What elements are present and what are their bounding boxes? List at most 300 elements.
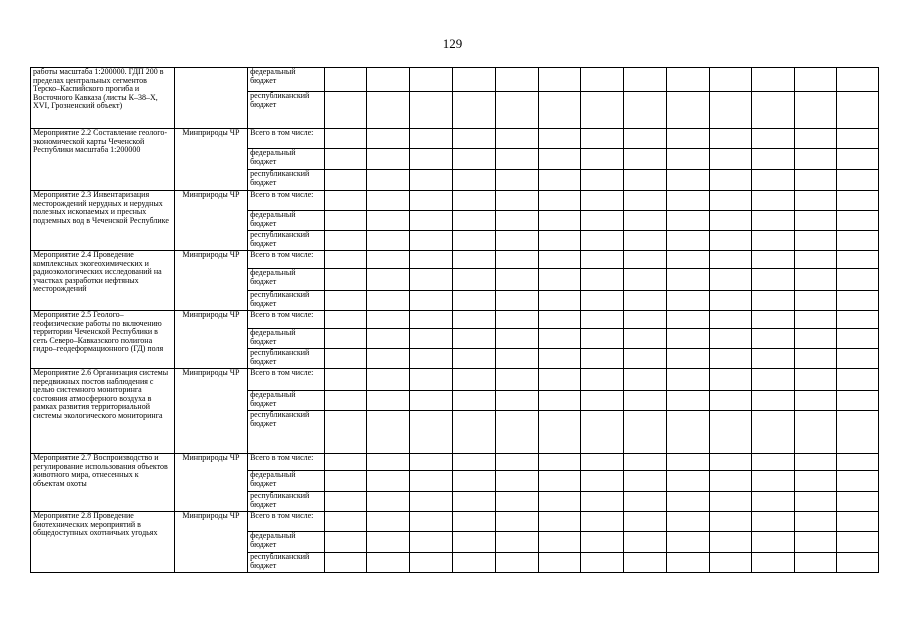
amount-cell bbox=[666, 411, 709, 454]
amount-cell bbox=[837, 191, 879, 211]
amount-cell bbox=[752, 170, 795, 191]
responsible-executor bbox=[174, 68, 247, 129]
amount-cell bbox=[495, 149, 538, 170]
amount-cell bbox=[324, 553, 367, 573]
amount-cell bbox=[538, 170, 581, 191]
amount-cell bbox=[452, 454, 495, 471]
measure-name: Мероприятие 2.7 Воспроизводство и регулирование использования объектов животного мира, отнесенных к объектам охоты bbox=[31, 454, 175, 512]
amount-cell bbox=[709, 349, 752, 369]
amount-cell bbox=[410, 211, 453, 231]
amount-cell bbox=[410, 311, 453, 329]
amount-cell bbox=[666, 191, 709, 211]
amount-cell bbox=[538, 454, 581, 471]
funding-source: федеральный бюджет bbox=[248, 329, 324, 349]
amount-cell bbox=[452, 191, 495, 211]
amount-cell bbox=[538, 349, 581, 369]
amount-cell bbox=[752, 269, 795, 291]
amount-cell bbox=[495, 191, 538, 211]
amount-cell bbox=[837, 492, 879, 512]
responsible-executor: Минприроды ЧР bbox=[174, 129, 247, 191]
amount-cell bbox=[666, 329, 709, 349]
amount-cell bbox=[752, 149, 795, 170]
measure-name: Мероприятие 2.2 Составление геолого-экономической карты Чеченской Республики масштаба 1:200000 bbox=[31, 129, 175, 191]
amount-cell bbox=[795, 454, 837, 471]
amount-cell bbox=[452, 92, 495, 129]
amount-cell bbox=[324, 311, 367, 329]
amount-cell bbox=[709, 471, 752, 492]
amount-cell bbox=[666, 553, 709, 573]
amount-cell bbox=[624, 291, 667, 311]
amount-cell bbox=[752, 191, 795, 211]
amount-cell bbox=[795, 211, 837, 231]
amount-cell bbox=[495, 329, 538, 349]
amount-cell bbox=[837, 532, 879, 553]
amount-cell bbox=[324, 251, 367, 269]
amount-cell bbox=[795, 512, 837, 532]
amount-cell bbox=[837, 329, 879, 349]
amount-cell bbox=[837, 211, 879, 231]
amount-cell bbox=[752, 411, 795, 454]
amount-cell bbox=[367, 512, 410, 532]
amount-cell bbox=[624, 129, 667, 149]
amount-cell bbox=[452, 211, 495, 231]
amount-cell bbox=[367, 68, 410, 92]
amount-cell bbox=[452, 492, 495, 512]
measure-name: работы масштаба 1:200000. ГДП 200 в пределах центральных сегментов Терско–Каспийского прогиба и Восточного Кавказа (листы К–38–Х, XVI, Грозненский объект) bbox=[31, 68, 175, 129]
funding-source: Всего в том числе: bbox=[248, 454, 324, 471]
amount-cell bbox=[410, 251, 453, 269]
table-row bbox=[31, 311, 879, 329]
amount-cell bbox=[837, 269, 879, 291]
amount-cell bbox=[795, 553, 837, 573]
amount-cell bbox=[495, 129, 538, 149]
amount-cell bbox=[324, 92, 367, 129]
amount-cell bbox=[709, 492, 752, 512]
funding-source: Всего в том числе: bbox=[248, 369, 324, 391]
amount-cell bbox=[324, 68, 367, 92]
amount-cell bbox=[410, 149, 453, 170]
amount-cell bbox=[452, 68, 495, 92]
amount-cell bbox=[367, 129, 410, 149]
measure-name: Мероприятие 2.3 Инвентаризация месторождений нерудных и нерудных полезных ископаемых и пресных подземных вод в Чеченской Республике bbox=[31, 191, 175, 251]
funding-source: республиканский бюджет bbox=[248, 291, 324, 311]
amount-cell bbox=[752, 492, 795, 512]
amount-cell bbox=[410, 129, 453, 149]
amount-cell bbox=[709, 553, 752, 573]
amount-cell bbox=[324, 391, 367, 411]
amount-cell bbox=[837, 349, 879, 369]
funding-table bbox=[30, 67, 879, 573]
amount-cell bbox=[624, 349, 667, 369]
amount-cell bbox=[666, 454, 709, 471]
amount-cell bbox=[624, 369, 667, 391]
amount-cell bbox=[752, 291, 795, 311]
amount-cell bbox=[538, 231, 581, 251]
amount-cell bbox=[666, 369, 709, 391]
amount-cell bbox=[624, 231, 667, 251]
amount-cell bbox=[367, 311, 410, 329]
amount-cell bbox=[538, 471, 581, 492]
amount-cell bbox=[837, 411, 879, 454]
amount-cell bbox=[324, 329, 367, 349]
amount-cell bbox=[795, 391, 837, 411]
amount-cell bbox=[324, 454, 367, 471]
amount-cell bbox=[324, 349, 367, 369]
amount-cell bbox=[752, 391, 795, 411]
amount-cell bbox=[837, 129, 879, 149]
amount-cell bbox=[709, 532, 752, 553]
amount-cell bbox=[538, 311, 581, 329]
amount-cell bbox=[624, 269, 667, 291]
amount-cell bbox=[367, 251, 410, 269]
amount-cell bbox=[666, 92, 709, 129]
amount-cell bbox=[581, 512, 624, 532]
amount-cell bbox=[709, 512, 752, 532]
amount-cell bbox=[837, 471, 879, 492]
amount-cell bbox=[666, 391, 709, 411]
amount-cell bbox=[538, 291, 581, 311]
amount-cell bbox=[495, 231, 538, 251]
amount-cell bbox=[452, 170, 495, 191]
amount-cell bbox=[795, 92, 837, 129]
amount-cell bbox=[752, 329, 795, 349]
amount-cell bbox=[581, 211, 624, 231]
amount-cell bbox=[324, 149, 367, 170]
amount-cell bbox=[581, 269, 624, 291]
amount-cell bbox=[538, 149, 581, 170]
amount-cell bbox=[795, 329, 837, 349]
amount-cell bbox=[324, 170, 367, 191]
amount-cell bbox=[581, 454, 624, 471]
funding-source: федеральный бюджет bbox=[248, 532, 324, 553]
amount-cell bbox=[837, 391, 879, 411]
amount-cell bbox=[410, 512, 453, 532]
amount-cell bbox=[795, 471, 837, 492]
amount-cell bbox=[410, 269, 453, 291]
funding-source: федеральный бюджет bbox=[248, 68, 324, 92]
amount-cell bbox=[709, 391, 752, 411]
amount-cell bbox=[752, 369, 795, 391]
amount-cell bbox=[837, 251, 879, 269]
amount-cell bbox=[581, 68, 624, 92]
amount-cell bbox=[495, 553, 538, 573]
funding-source: Всего в том числе: bbox=[248, 251, 324, 269]
amount-cell bbox=[666, 311, 709, 329]
amount-cell bbox=[324, 492, 367, 512]
amount-cell bbox=[752, 311, 795, 329]
amount-cell bbox=[452, 532, 495, 553]
amount-cell bbox=[581, 92, 624, 129]
funding-source: Всего в том числе: bbox=[248, 129, 324, 149]
responsible-executor: Минприроды ЧР bbox=[174, 311, 247, 369]
amount-cell bbox=[795, 129, 837, 149]
amount-cell bbox=[581, 170, 624, 191]
amount-cell bbox=[410, 532, 453, 553]
amount-cell bbox=[410, 329, 453, 349]
amount-cell bbox=[410, 291, 453, 311]
amount-cell bbox=[581, 191, 624, 211]
amount-cell bbox=[581, 411, 624, 454]
measure-name: Мероприятие 2.5 Геолого–геофизические работы по включению территории Чеченской Республики в сеть Северо–Кавказского полигона гидро–геодеформационного (ГД) поля bbox=[31, 311, 175, 369]
amount-cell bbox=[709, 149, 752, 170]
amount-cell bbox=[581, 251, 624, 269]
amount-cell bbox=[709, 329, 752, 349]
responsible-executor: Минприроды ЧР bbox=[174, 454, 247, 512]
amount-cell bbox=[495, 512, 538, 532]
responsible-executor: Минприроды ЧР bbox=[174, 251, 247, 311]
amount-cell bbox=[752, 129, 795, 149]
amount-cell bbox=[709, 291, 752, 311]
amount-cell bbox=[538, 411, 581, 454]
amount-cell bbox=[538, 211, 581, 231]
amount-cell bbox=[666, 149, 709, 170]
funding-source: федеральный бюджет bbox=[248, 211, 324, 231]
amount-cell bbox=[452, 329, 495, 349]
funding-source: Всего в том числе: bbox=[248, 191, 324, 211]
amount-cell bbox=[495, 92, 538, 129]
amount-cell bbox=[367, 191, 410, 211]
amount-cell bbox=[624, 92, 667, 129]
table-row bbox=[31, 369, 879, 391]
amount-cell bbox=[495, 492, 538, 512]
amount-cell bbox=[495, 411, 538, 454]
amount-cell bbox=[538, 68, 581, 92]
amount-cell bbox=[495, 349, 538, 369]
amount-cell bbox=[624, 211, 667, 231]
amount-cell bbox=[666, 129, 709, 149]
amount-cell bbox=[410, 492, 453, 512]
amount-cell bbox=[410, 92, 453, 129]
amount-cell bbox=[666, 170, 709, 191]
amount-cell bbox=[837, 454, 879, 471]
table-row bbox=[31, 191, 879, 211]
amount-cell bbox=[410, 369, 453, 391]
amount-cell bbox=[837, 149, 879, 170]
amount-cell bbox=[752, 512, 795, 532]
amount-cell bbox=[452, 149, 495, 170]
amount-cell bbox=[367, 391, 410, 411]
amount-cell bbox=[624, 391, 667, 411]
amount-cell bbox=[452, 129, 495, 149]
amount-cell bbox=[666, 512, 709, 532]
amount-cell bbox=[666, 532, 709, 553]
amount-cell bbox=[324, 471, 367, 492]
funding-source: Всего в том числе: bbox=[248, 512, 324, 532]
amount-cell bbox=[452, 553, 495, 573]
amount-cell bbox=[624, 311, 667, 329]
amount-cell bbox=[495, 454, 538, 471]
amount-cell bbox=[581, 349, 624, 369]
amount-cell bbox=[367, 349, 410, 369]
amount-cell bbox=[624, 251, 667, 269]
amount-cell bbox=[324, 512, 367, 532]
funding-source: федеральный бюджет bbox=[248, 149, 324, 170]
amount-cell bbox=[367, 269, 410, 291]
amount-cell bbox=[452, 349, 495, 369]
funding-source: Всего в том числе: bbox=[248, 311, 324, 329]
amount-cell bbox=[624, 454, 667, 471]
amount-cell bbox=[709, 311, 752, 329]
amount-cell bbox=[581, 231, 624, 251]
amount-cell bbox=[452, 369, 495, 391]
amount-cell bbox=[837, 369, 879, 391]
amount-cell bbox=[367, 149, 410, 170]
amount-cell bbox=[709, 231, 752, 251]
amount-cell bbox=[709, 92, 752, 129]
amount-cell bbox=[581, 391, 624, 411]
amount-cell bbox=[324, 369, 367, 391]
funding-source: федеральный бюджет bbox=[248, 269, 324, 291]
amount-cell bbox=[752, 471, 795, 492]
amount-cell bbox=[624, 471, 667, 492]
amount-cell bbox=[367, 329, 410, 349]
table-row bbox=[31, 512, 879, 532]
amount-cell bbox=[495, 251, 538, 269]
amount-cell bbox=[410, 231, 453, 251]
amount-cell bbox=[837, 553, 879, 573]
amount-cell bbox=[581, 553, 624, 573]
amount-cell bbox=[538, 532, 581, 553]
amount-cell bbox=[452, 411, 495, 454]
amount-cell bbox=[495, 68, 538, 92]
amount-cell bbox=[795, 68, 837, 92]
funding-source: республиканский бюджет bbox=[248, 492, 324, 512]
amount-cell bbox=[538, 492, 581, 512]
amount-cell bbox=[324, 129, 367, 149]
amount-cell bbox=[624, 553, 667, 573]
amount-cell bbox=[624, 149, 667, 170]
amount-cell bbox=[837, 231, 879, 251]
amount-cell bbox=[410, 391, 453, 411]
funding-source: республиканский бюджет bbox=[248, 170, 324, 191]
amount-cell bbox=[666, 231, 709, 251]
amount-cell bbox=[581, 492, 624, 512]
amount-cell bbox=[410, 411, 453, 454]
amount-cell bbox=[324, 269, 367, 291]
amount-cell bbox=[367, 291, 410, 311]
amount-cell bbox=[538, 369, 581, 391]
funding-source: республиканский бюджет bbox=[248, 349, 324, 369]
amount-cell bbox=[410, 191, 453, 211]
amount-cell bbox=[666, 492, 709, 512]
amount-cell bbox=[410, 349, 453, 369]
amount-cell bbox=[538, 251, 581, 269]
measure-name: Мероприятие 2.6 Организация системы передвижных постов наблюдения с целью системного мониторинга состояния атмосферного воздуха в рамках развития территориальной системы экологического мониторинга bbox=[31, 369, 175, 454]
responsible-executor: Минприроды ЧР bbox=[174, 191, 247, 251]
amount-cell bbox=[666, 349, 709, 369]
amount-cell bbox=[581, 471, 624, 492]
amount-cell bbox=[410, 170, 453, 191]
amount-cell bbox=[367, 369, 410, 391]
amount-cell bbox=[495, 532, 538, 553]
amount-cell bbox=[795, 349, 837, 369]
amount-cell bbox=[795, 369, 837, 391]
amount-cell bbox=[624, 411, 667, 454]
amount-cell bbox=[752, 92, 795, 129]
amount-cell bbox=[795, 311, 837, 329]
amount-cell bbox=[581, 149, 624, 170]
amount-cell bbox=[795, 251, 837, 269]
amount-cell bbox=[624, 68, 667, 92]
amount-cell bbox=[367, 532, 410, 553]
amount-cell bbox=[581, 311, 624, 329]
amount-cell bbox=[452, 269, 495, 291]
amount-cell bbox=[538, 553, 581, 573]
amount-cell bbox=[752, 211, 795, 231]
amount-cell bbox=[624, 191, 667, 211]
amount-cell bbox=[452, 391, 495, 411]
amount-cell bbox=[709, 129, 752, 149]
amount-cell bbox=[752, 251, 795, 269]
amount-cell bbox=[837, 92, 879, 129]
amount-cell bbox=[666, 68, 709, 92]
amount-cell bbox=[367, 492, 410, 512]
amount-cell bbox=[795, 170, 837, 191]
amount-cell bbox=[324, 411, 367, 454]
funding-source: республиканский бюджет bbox=[248, 411, 324, 454]
amount-cell bbox=[495, 369, 538, 391]
responsible-executor: Минприроды ЧР bbox=[174, 369, 247, 454]
funding-source: республиканский бюджет bbox=[248, 231, 324, 251]
amount-cell bbox=[367, 231, 410, 251]
amount-cell bbox=[837, 68, 879, 92]
measure-name: Мероприятие 2.8 Проведение биотехнических мероприятий в общедоступных охотничьих угодьях bbox=[31, 512, 175, 573]
amount-cell bbox=[324, 291, 367, 311]
funding-source: республиканский бюджет bbox=[248, 553, 324, 573]
amount-cell bbox=[581, 129, 624, 149]
amount-cell bbox=[752, 532, 795, 553]
amount-cell bbox=[452, 512, 495, 532]
amount-cell bbox=[324, 211, 367, 231]
amount-cell bbox=[324, 191, 367, 211]
amount-cell bbox=[624, 492, 667, 512]
amount-cell bbox=[624, 329, 667, 349]
amount-cell bbox=[538, 129, 581, 149]
amount-cell bbox=[538, 391, 581, 411]
funding-source: республиканский бюджет bbox=[248, 92, 324, 129]
amount-cell bbox=[709, 211, 752, 231]
amount-cell bbox=[538, 191, 581, 211]
amount-cell bbox=[538, 512, 581, 532]
amount-cell bbox=[324, 532, 367, 553]
amount-cell bbox=[538, 269, 581, 291]
amount-cell bbox=[581, 369, 624, 391]
amount-cell bbox=[495, 170, 538, 191]
amount-cell bbox=[795, 492, 837, 512]
amount-cell bbox=[709, 68, 752, 92]
amount-cell bbox=[452, 251, 495, 269]
amount-cell bbox=[624, 532, 667, 553]
amount-cell bbox=[495, 269, 538, 291]
amount-cell bbox=[666, 471, 709, 492]
amount-cell bbox=[795, 191, 837, 211]
funding-source: федеральный бюджет bbox=[248, 471, 324, 492]
measure-name: Мероприятие 2.4 Проведение комплексных экогеохимических и радиоэкологических исследований на участках разработки нефтяных месторождений bbox=[31, 251, 175, 311]
amount-cell bbox=[367, 471, 410, 492]
amount-cell bbox=[367, 170, 410, 191]
amount-cell bbox=[795, 411, 837, 454]
table-row bbox=[31, 129, 879, 149]
amount-cell bbox=[795, 269, 837, 291]
page-number: 129 bbox=[442, 36, 463, 51]
amount-cell bbox=[837, 512, 879, 532]
funding-source: федеральный бюджет bbox=[248, 391, 324, 411]
amount-cell bbox=[581, 291, 624, 311]
amount-cell bbox=[837, 311, 879, 329]
amount-cell bbox=[795, 532, 837, 553]
amount-cell bbox=[666, 269, 709, 291]
amount-cell bbox=[752, 454, 795, 471]
